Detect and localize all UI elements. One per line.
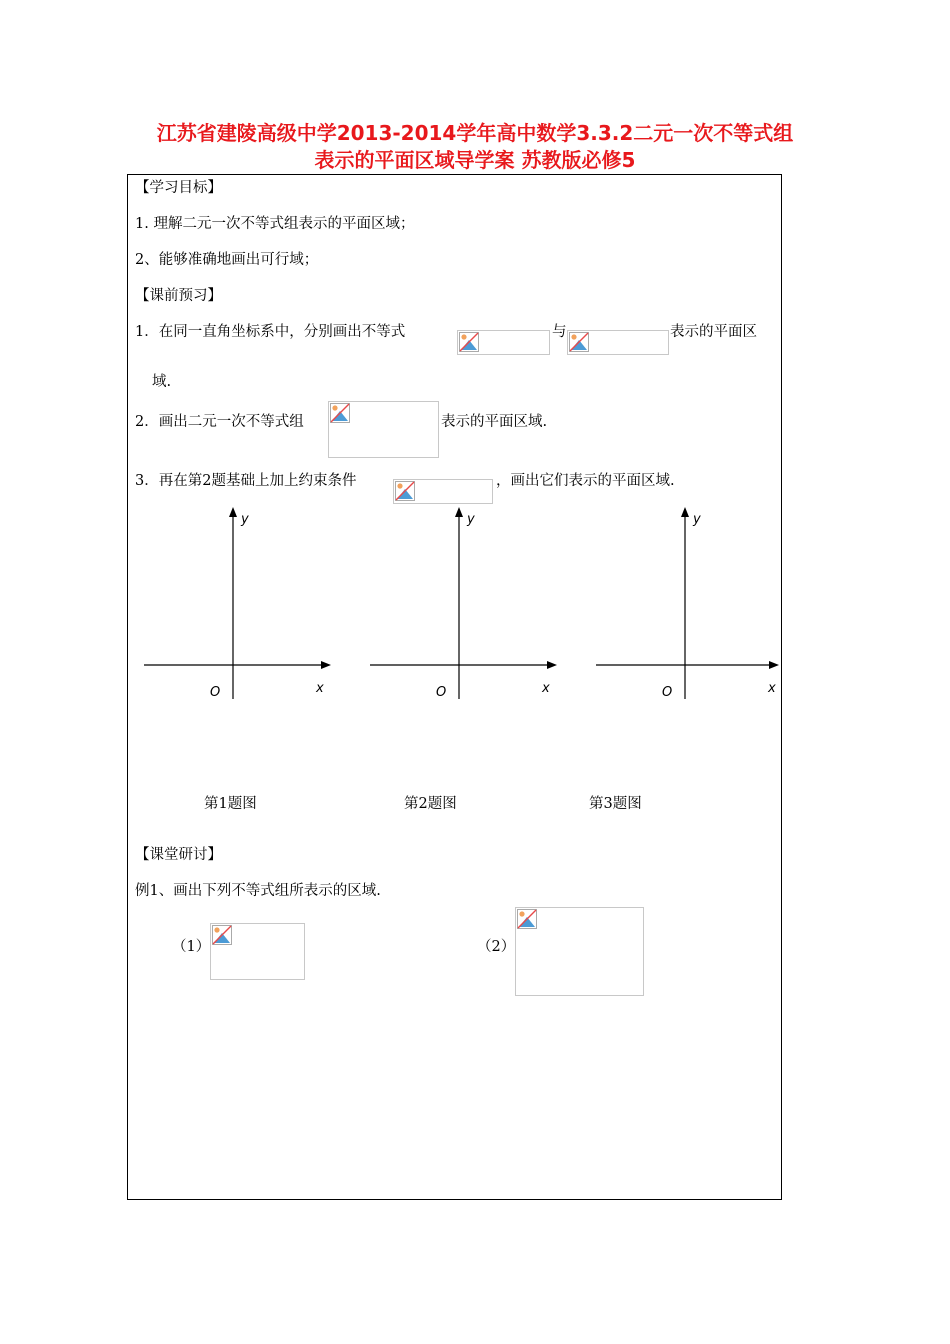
x-axis-label-1: x [316,681,324,696]
title-line-1: 江苏省建陵高级中学2013-2014学年高中数学3.3.2二元一次不等式组 [156,121,794,145]
page-title [120,120,830,174]
q3-text-b: ，画出它们表示的平面区域. [496,473,675,489]
formula-image-q3 [393,479,493,504]
origin-label-1: O [210,685,221,700]
class-heading: 【课堂研讨】 [135,847,222,863]
formula-image-q1-a [457,330,550,355]
q1-text-d: 域. [152,374,172,390]
broken-image-icon [459,332,479,352]
origin-label-2: O [436,685,447,700]
broken-image-icon [569,332,589,352]
x-axis-label-3: x [768,681,776,696]
figure-caption-3: 第3题图 [589,796,642,812]
figure-caption-2: 第2题图 [404,796,457,812]
goal-1: 1. 理解二元一次不等式组表示的平面区域； [135,216,415,232]
broken-image-icon [330,403,350,423]
broken-image-icon [517,909,537,929]
q1-text-b: 与 [552,324,567,340]
goals-heading: 【学习目标】 [135,180,222,196]
coordinate-axes-2 [366,505,561,705]
q3-text-a: 3．再在第2题基础上加上约束条件 [135,473,357,489]
y-axis-label-1: y [241,512,249,527]
formula-image-example-2 [515,907,644,996]
broken-image-icon [212,925,232,945]
x-axis-label-2: x [542,681,550,696]
title-line-2: 表示的平面区域导学案 苏教版必修5 [314,148,636,172]
y-axis-label-2: y [467,512,475,527]
q1-text-a: 1．在同一直角坐标系中，分别画出不等式 [135,324,406,340]
formula-image-q2 [328,401,439,458]
preview-heading: 【课前预习】 [135,288,222,304]
formula-image-q1-b [567,330,669,355]
coordinate-axes-1 [140,505,335,705]
example-1: 例1、画出下列不等式组所表示的区域. [135,883,381,899]
figure-caption-1: 第1题图 [204,796,257,812]
y-axis-label-3: y [693,512,701,527]
q2-text-a: 2．画出二元一次不等式组 [135,414,304,430]
coordinate-axes-3 [592,505,787,705]
origin-label-3: O [662,685,673,700]
goal-2: 2、能够准确地画出可行域； [135,252,319,268]
example-1-part-2-label: （2） [477,939,516,955]
q2-text-b: 表示的平面区域. [441,414,548,430]
broken-image-icon [395,481,415,501]
formula-image-example-1 [210,923,305,980]
q1-text-c: 表示的平面区 [670,324,757,340]
example-1-part-1-label: （1） [172,939,211,955]
